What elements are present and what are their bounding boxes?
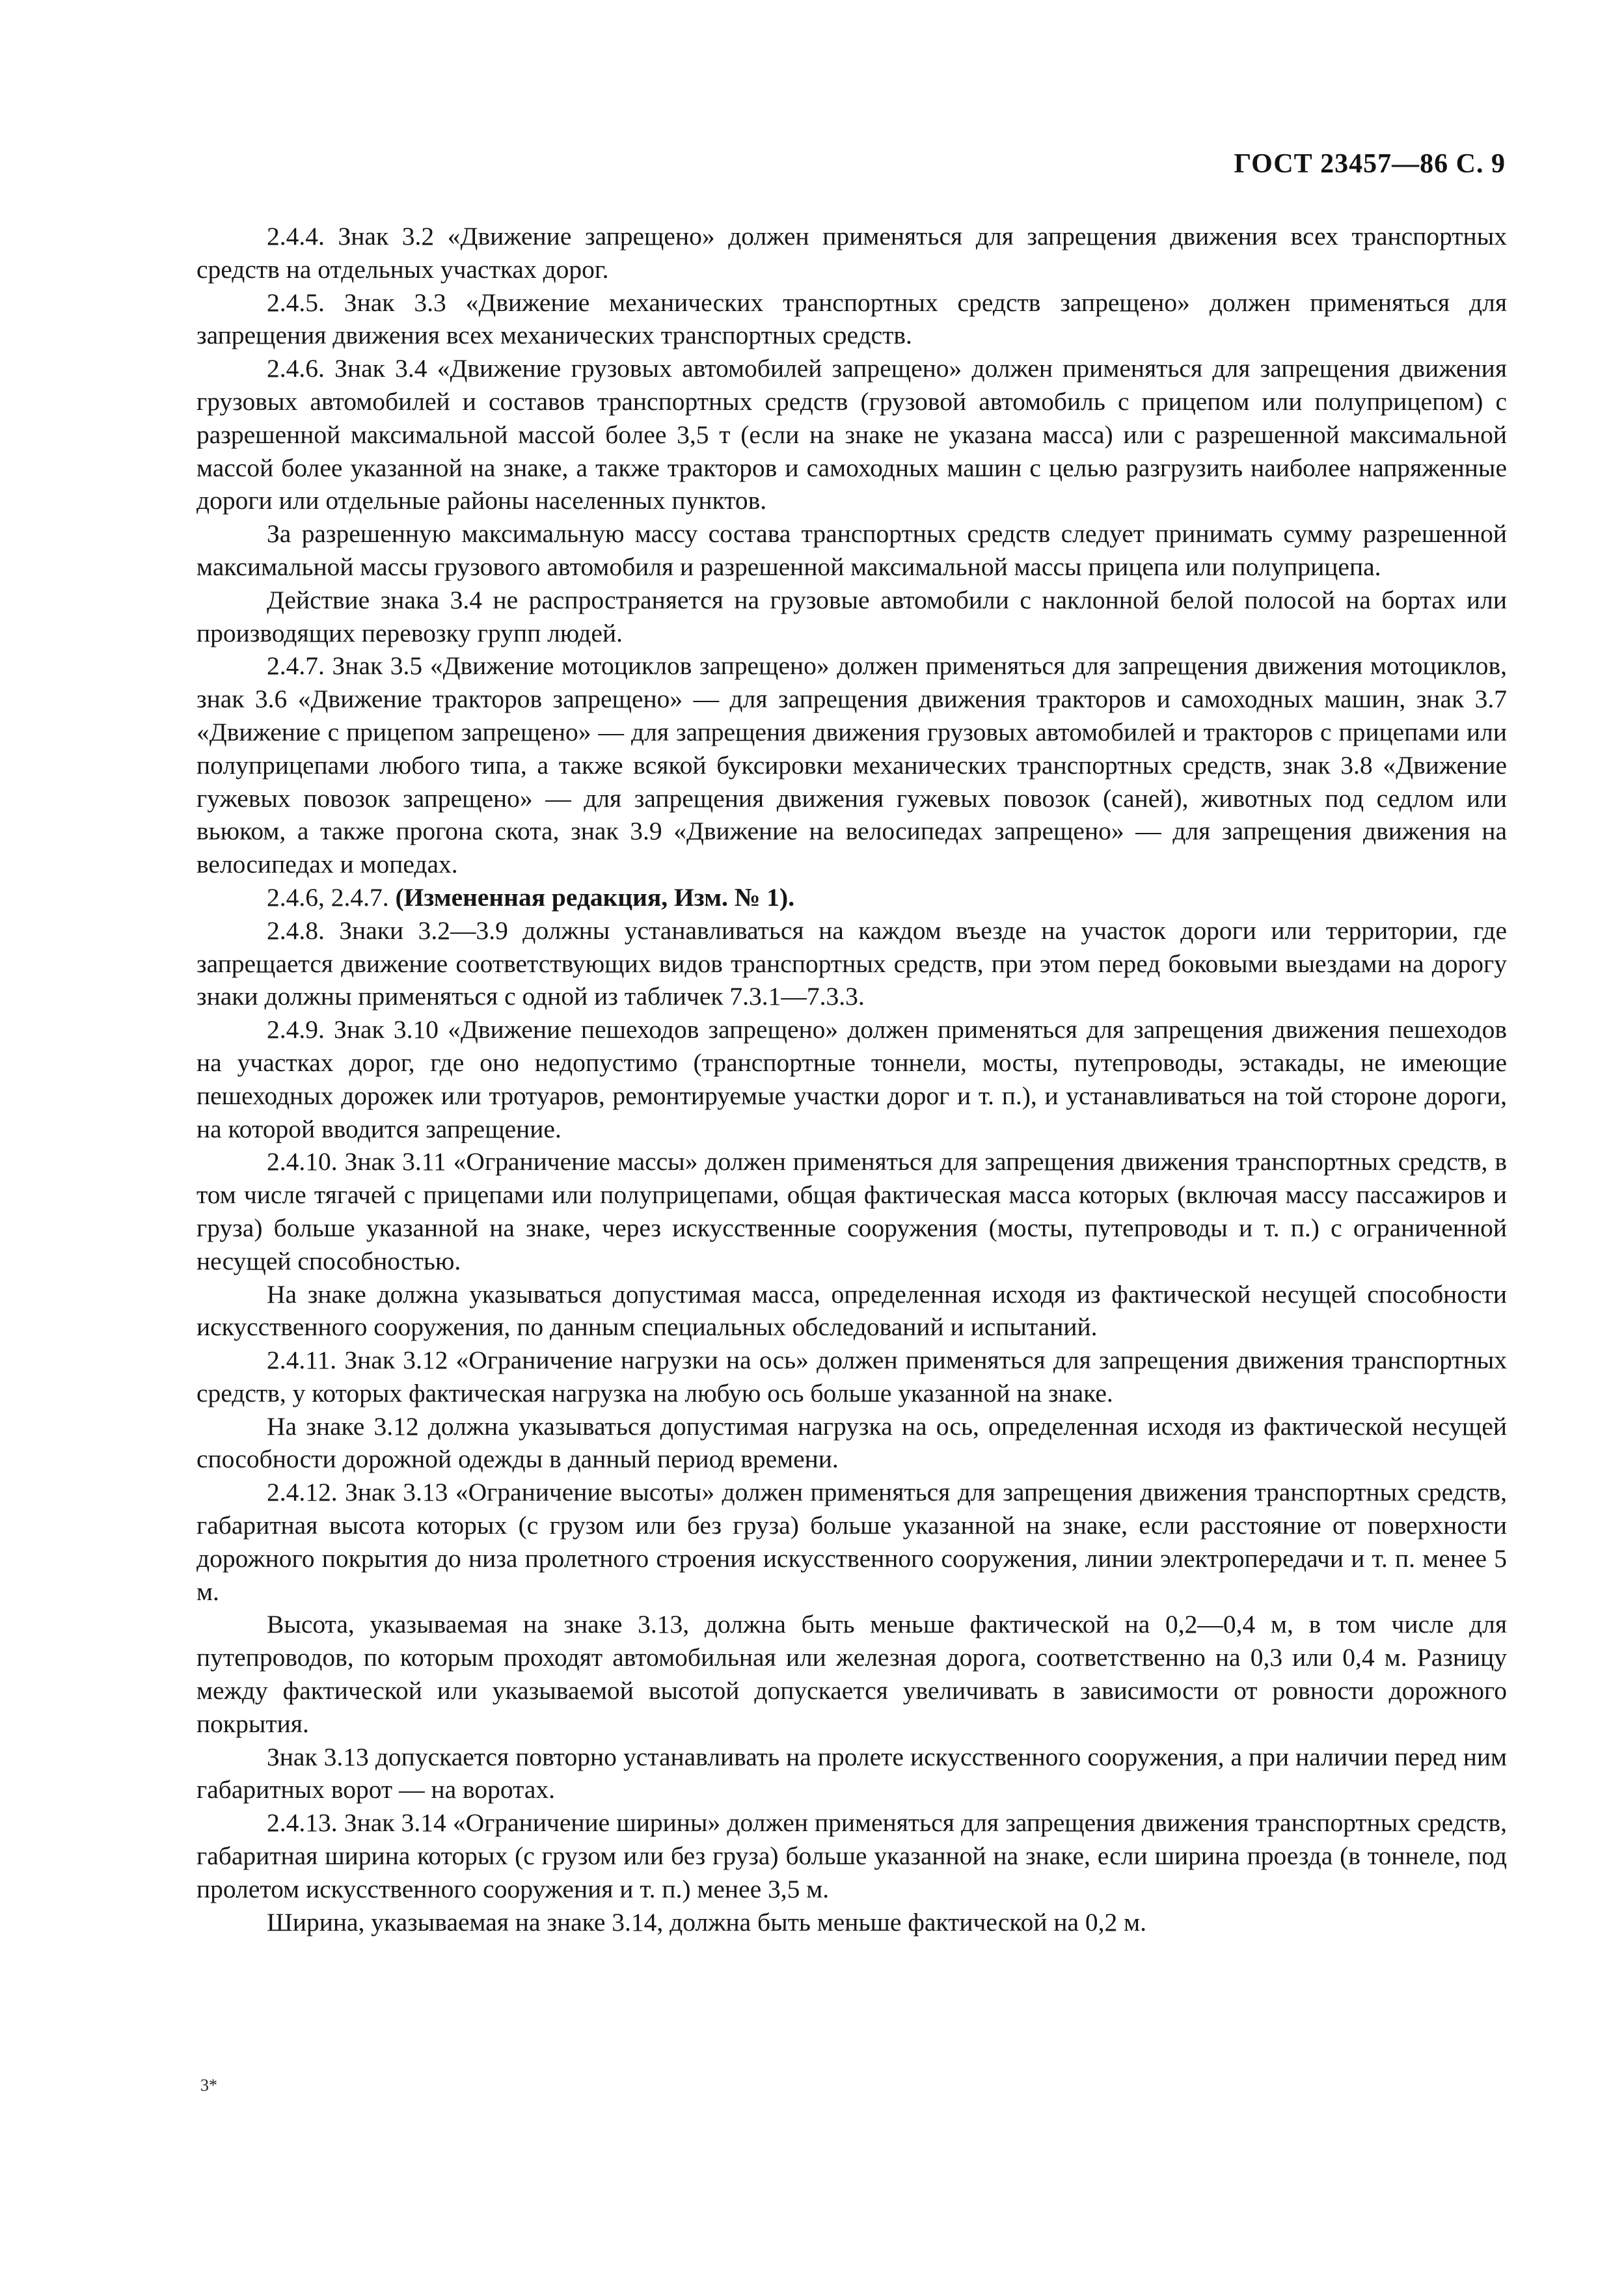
paragraph-axle-load: На знаке 3.12 должна указываться допустимая нагрузка на ось, определенная исходя из фактической несущей способности дорожной одежды в данный период времени. (196, 1411, 1507, 1474)
paragraph-2-4-5: 2.4.5. Знак 3.3 «Движение механических транспортных средств запрещено» должен применяться для запрещения движения всех механических транспортных средств. (196, 288, 1507, 350)
paragraph-2-4-10: 2.4.10. Знак 3.11 «Ограничение массы» должен применяться для запрещения движения транспортных средств, в том числе тягачей с прицепами или полуприцепами, общая фактическая масса которых (включая массу пассажиров и груза) больше указанной на знаке, через искусственные сооружения (мосты, путепроводы и т. п.) с ограниченной несущей способностью. (196, 1147, 1507, 1275)
amendment-prefix: 2.4.6, 2.4.7. (267, 882, 396, 912)
page-footnote-mark: 3* (200, 2076, 217, 2095)
paragraph-2-4-6: 2.4.6. Знак 3.4 «Движение грузовых автомобилей запрещено» должен применяться для запрещения движения грузовых автомобилей и составов транспортных средств (грузовой автомобиль с прицепом или полуприцепом) с разрешенной максимальной массой более 3,5 т (если на знаке не указана масса) или с разрешенной максимальной массой более указанной на знаке, а также тракторов и самоходных машин с целью разгрузить наиболее напряженные дороги или отдельные районы населенных пунктов. (196, 354, 1507, 515)
paragraph-2-4-11: 2.4.11. Знак 3.12 «Ограничение нагрузки на ось» должен применяться для запрещения движения транспортных средств, у которых фактическая нагрузка на любую ось больше указанной на знаке. (196, 1346, 1507, 1407)
paragraph-2-4-13: 2.4.13. Знак 3.14 «Ограничение ширины» должен применяться для запрещения движения транспортных средств, габаритная ширина которых (с грузом или без груза) больше указанной на знаке, если ширина проезда (в тоннеле, под пролетом искусственного сооружения и т. п.) менее 3,5 м. (196, 1808, 1507, 1903)
paragraph-2-4-9: 2.4.9. Знак 3.10 «Движение пешеходов запрещено» должен применяться для запрещения движения пешеходов на участках дорог, где оно недопустимо (транспортные тоннели, мосты, путепроводы, эстакады, не имеющие пешеходных дорожек или тротуаров, ремонтируемые участки дорог и т. п.), и устанавливаться на той стороне дороги, на которой вводится запрещение. (196, 1015, 1507, 1143)
paragraph-sign-3-13-repeat: Знак 3.13 допускается повторно устанавливать на пролете искусственного сооружения, а при наличии перед ним габаритных ворот — на воротах. (196, 1742, 1507, 1804)
paragraph-2-4-8: 2.4.8. Знаки 3.2—3.9 должны устанавливаться на каждом въезде на участок дороги или территории, где запрещается движение соответствующих видов транспортных средств, при этом перед боковыми выездами на дорогу знаки должны применяться с одной из табличек 7.3.1—7.3.3. (196, 916, 1507, 1011)
paragraph-max-mass: За разрешенную максимальную массу состава транспортных средств следует принимать сумму разрешенной максимальной массы грузового автомобиля и разрешенной максимальной массы прицепа или полуприцепа. (196, 519, 1507, 581)
paragraph-2-4-4: 2.4.4. Знак 3.2 «Движение запрещено» должен применяться для запрещения движения всех транспортных средств на отдельных участках дорог. (196, 222, 1507, 284)
document-body (196, 220, 1507, 1938)
paragraph-sign-3-4-action: Действие знака 3.4 не распространяется на грузовые автомобили с наклонной белой полосой на бортах или производящих перевозку групп людей. (196, 585, 1507, 647)
paragraph-2-4-12: 2.4.12. Знак 3.13 «Ограничение высоты» должен применяться для запрещения движения транспортных средств, габаритная высота которых (с грузом или без груза) больше указанной на знаке, если расстояние от поверхности дорожного покрытия до низа пролетного строения искусственного сооружения, линии электропередачи и т. п. менее 5 м. (196, 1478, 1507, 1606)
paragraph-height-value: Высота, указываемая на знаке 3.13, должна быть меньше фактической на 0,2—0,4 м, в том числе для путепроводов, по которым проходят автомобильная или железная дорога, соответственно на 0,3 или 0,4 м. Разницу между фактической или указываемой высотой допускается увеличивать в зависимости от ровности дорожного покрытия. (196, 1610, 1507, 1738)
paragraph-amendment (196, 881, 1507, 914)
paragraph-2-4-7: 2.4.7. Знак 3.5 «Движение мотоциклов запрещено» должен применяться для запрещения движения мотоциклов, знак 3.6 «Движение тракторов запрещено» — для запрещения движения тракторов и самоходных машин, знак 3.7 «Движение с прицепом запрещено» — для запрещения движения грузовых автомобилей и тракторов с прицепами или полуприцепами любого типа, а также всякой буксировки механических транспортных средств, знак 3.8 «Движение гужевых повозок запрещено» — для запрещения движения гужевых повозок (саней), животных под седлом или вьюком, а также прогона скота, знак 3.9 «Движение на велосипедах запрещено» — для запрещения движения на велосипедах и мопедах. (196, 651, 1507, 879)
page-header: ГОСТ 23457—86 С. 9 (1234, 149, 1506, 179)
amendment-note: (Измененная редакция, Изм. № 1). (395, 882, 795, 912)
paragraph-width-value: Ширина, указываемая на знаке 3.14, должна быть меньше фактической на 0,2 м. (267, 1907, 1147, 1937)
paragraph-permissible-mass: На знаке должна указываться допустимая масса, определенная исходя из фактической несущей способности искусственного сооружения, по данным специальных обследований и испытаний. (196, 1279, 1507, 1342)
